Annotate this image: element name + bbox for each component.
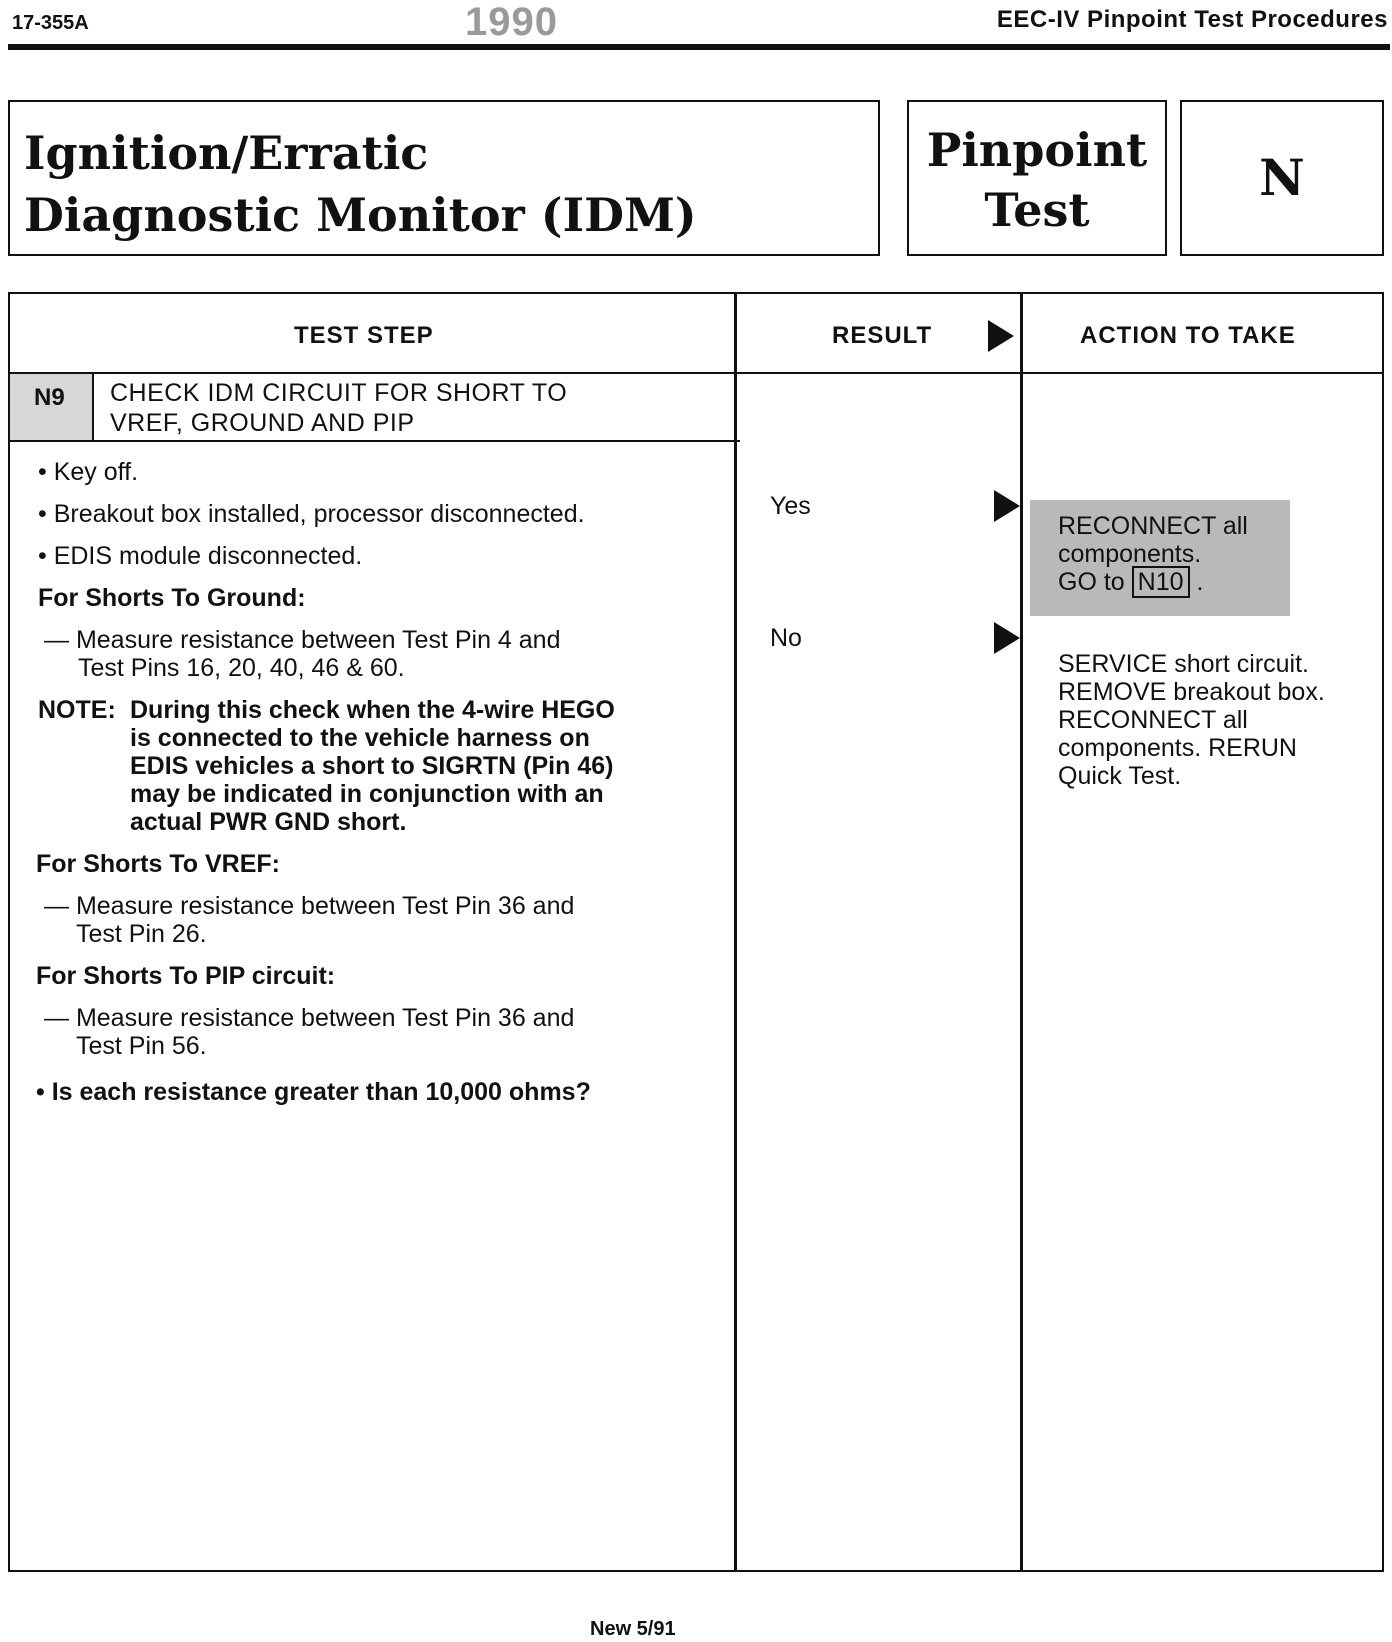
section-title: EEC-IV Pinpoint Test Procedures: [996, 6, 1388, 33]
no-action-line-4: components. RERUN: [1058, 734, 1297, 762]
page-number: 17-355A: [12, 12, 89, 34]
header-arrow-icon: [988, 320, 1014, 352]
no-action-line-5: Quick Test.: [1058, 762, 1182, 790]
revision-footer: New 5/91: [590, 1618, 676, 1640]
ground-heading: For Shorts To Ground:: [38, 584, 306, 612]
vref-line-2: Test Pin 26.: [76, 920, 207, 948]
vref-heading: For Shorts To VREF:: [36, 850, 280, 878]
yes-action: [1058, 512, 1248, 596]
note-line-2: is connected to the vehicle harness on: [130, 724, 590, 752]
no-action: [1058, 650, 1325, 790]
no-arrow-icon: [994, 622, 1020, 654]
pinpoint-test-label: [909, 120, 1165, 240]
result-no: No: [770, 624, 802, 652]
note-label: NOTE:: [38, 696, 116, 724]
pip-heading: For Shorts To PIP circuit:: [36, 962, 336, 990]
pinpoint-line-1: Pinpoint: [926, 123, 1148, 177]
title-box: [8, 100, 880, 256]
bullet-breakout-box: • Breakout box installed, processor disconnected.: [38, 500, 585, 528]
ground-line-1: — Measure resistance between Test Pin 4 and: [44, 626, 561, 654]
bullet-key-off: • Key off.: [38, 458, 139, 486]
test-letter-box: [1180, 100, 1384, 256]
year-stamp: 1990: [465, 0, 558, 44]
page-title: [24, 122, 697, 246]
no-action-line-1: SERVICE short circuit.: [1058, 650, 1310, 678]
yes-arrow-icon: [994, 490, 1020, 522]
yes-action-line-3: [1058, 568, 1248, 596]
note-line-5: actual PWR GND short.: [130, 808, 407, 836]
test-table: [8, 292, 1384, 1572]
bullet-edis-module: • EDIS module disconnected.: [38, 542, 363, 570]
note-line-4: may be indicated in conjunction with an: [130, 780, 604, 808]
step-id: N9: [34, 384, 65, 411]
no-action-line-2: REMOVE breakout box.: [1058, 678, 1325, 706]
pinpoint-test-box: [907, 100, 1167, 256]
yes-action-line-2: components.: [1058, 540, 1202, 568]
note-line-3: EDIS vehicles a short to SIGRTN (Pin 46): [130, 752, 614, 780]
goto-target-n10: N10: [1132, 566, 1190, 598]
step-title: [110, 378, 567, 438]
yes-action-line-1: RECONNECT all: [1058, 512, 1248, 540]
column-divider-2: [1020, 294, 1023, 1570]
goto-label: GO to: [1058, 568, 1125, 596]
step-title-line-2: VREF, GROUND AND PIP: [110, 409, 415, 437]
goto-period: .: [1196, 568, 1204, 596]
title-line-1: Ignition/Erratic: [24, 126, 429, 180]
test-letter: N: [1259, 148, 1305, 207]
vref-line-1: — Measure resistance between Test Pin 36 and: [44, 892, 575, 920]
ground-line-2: Test Pins 16, 20, 40, 46 & 60.: [78, 654, 405, 682]
column-divider-1: [734, 294, 737, 1570]
header-rule: [8, 44, 1390, 50]
step-title-line-1: CHECK IDM CIRCUIT FOR SHORT TO: [110, 379, 568, 407]
col-header-action: ACTION TO TAKE: [1080, 322, 1296, 349]
title-line-2: Diagnostic Monitor (IDM): [24, 188, 697, 242]
note-line-1: During this check when the 4-wire HEGO: [130, 696, 615, 724]
result-yes: Yes: [770, 492, 811, 520]
pip-line-1: — Measure resistance between Test Pin 36 and: [44, 1004, 575, 1032]
col-header-result: RESULT: [832, 322, 933, 349]
question: • Is each resistance greater than 10,000 ohms?: [36, 1078, 591, 1106]
pip-line-2: Test Pin 56.: [76, 1032, 207, 1060]
step-header: [10, 374, 740, 442]
pinpoint-line-2: Test: [984, 183, 1090, 237]
step-id-cell: [10, 374, 94, 440]
no-action-line-3: RECONNECT all: [1058, 706, 1248, 734]
col-header-test-step: TEST STEP: [294, 322, 434, 349]
